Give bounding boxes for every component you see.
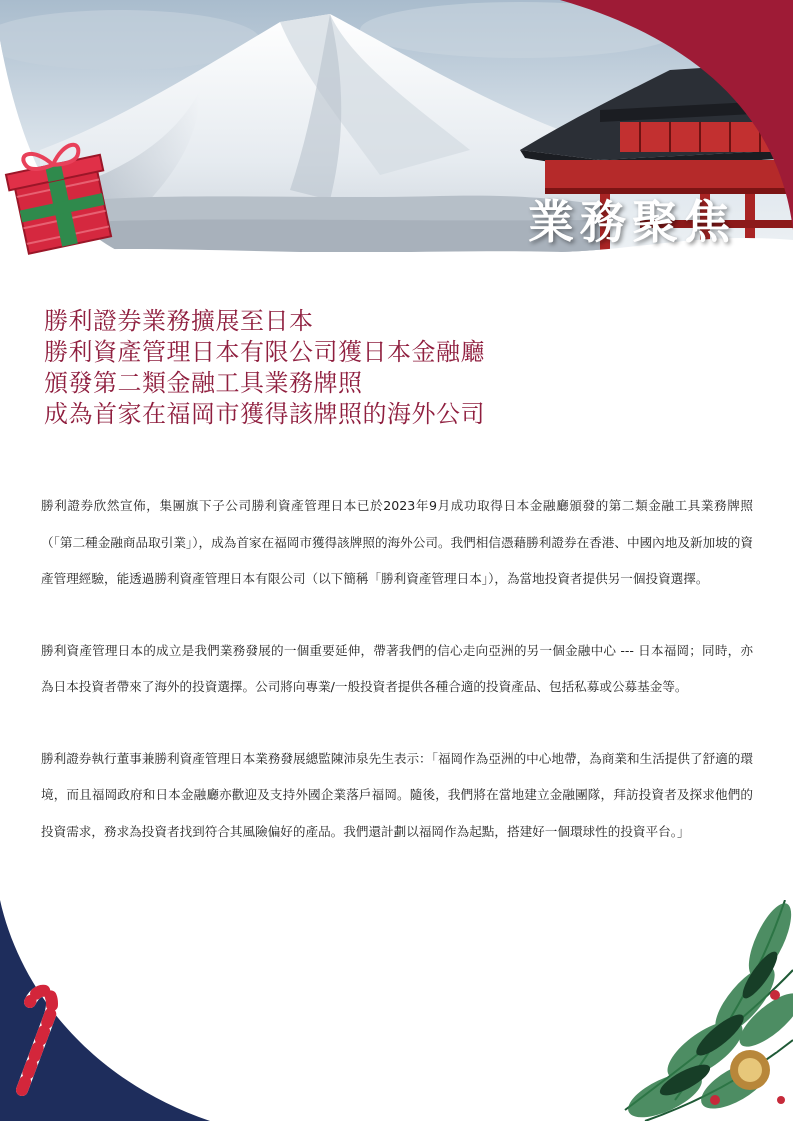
- pine-branch-ornament: [585, 900, 793, 1121]
- section-banner: 業務聚焦: [528, 195, 736, 249]
- header-illustration: [0, 0, 793, 320]
- headline-line: 勝利證券業務擴展至日本: [44, 307, 314, 335]
- paragraph: 勝利證券執行董事兼勝利資產管理日本業務發展總監陳沛泉先生表示：「福岡作為亞洲的中心地帶，為商業和生活提供了舒適的環境，而且福岡政府和日本金融廳亦歡迎及支持外國企業落戶福岡。隨後，我們將在當地建立金融團隊，拜訪投資者及探求他們的投資需求，務求為投資者找到符合其風險偏好的產品。我們還計劃以福岡作為起點，搭建好一個環球性的投資平台。」: [41, 750, 753, 839]
- headline: [44, 306, 744, 430]
- paragraph: 勝利證券欣然宣佈，集團旗下子公司勝利資產管理日本已於2023年9月成功取得日本金融廳頒發的第二類金融工具業務牌照（「第二種金融商品取引業」），成為首家在福岡市獲得該牌照的海外公司。我們相信憑藉勝利證券在香港、中國內地及新加坡的資產管理經驗，能透過勝利資產管理日本有限公司（以下簡稱「勝利資產管理日本」），為當地投資者提供另一個投資選擇。: [41, 498, 753, 586]
- article-body: [41, 488, 753, 885]
- paragraph: 勝利資產管理日本的成立是我們業務發展的一個重要延伸，帶著我們的信心走向亞洲的另一個金融中心 --- 日本福岡；同時，亦為日本投資者帶來了海外的投資選擇。公司將向專業/一般投資者提供各種合適的投資產品、包括私募或公募基金等。: [41, 642, 753, 694]
- bottom-left-decoration: [0, 840, 260, 1121]
- headline-line: 成為首家在福岡市獲得該牌照的海外公司: [44, 400, 485, 428]
- headline-line: 頒發第二類金融工具業務牌照: [44, 369, 363, 397]
- gift-box-icon: [4, 138, 116, 256]
- headline-line: 勝利資產管理日本有限公司獲日本金融廳: [44, 338, 485, 366]
